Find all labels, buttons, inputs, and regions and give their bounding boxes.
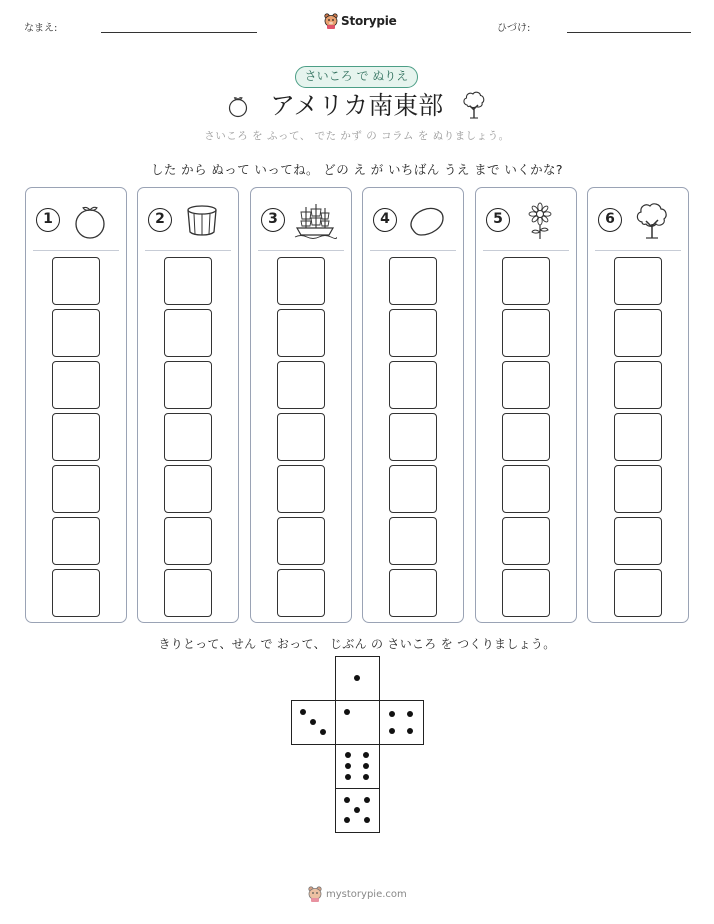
dice-face-1 (335, 656, 380, 701)
progress-cell[interactable] (614, 517, 662, 565)
column-1 (25, 187, 127, 623)
progress-cell[interactable] (614, 257, 662, 305)
progress-cell[interactable] (52, 361, 100, 409)
pip (354, 675, 360, 681)
drum-icon (180, 202, 224, 240)
pip (345, 774, 351, 780)
progress-cell[interactable] (502, 309, 550, 357)
progress-cell[interactable] (52, 465, 100, 513)
progress-cell[interactable] (164, 569, 212, 617)
column-number: 5 (486, 208, 510, 232)
column-header (138, 204, 238, 240)
column-5 (475, 187, 577, 623)
progress-cell[interactable] (164, 361, 212, 409)
progress-cell[interactable] (502, 569, 550, 617)
progress-cell[interactable] (614, 361, 662, 409)
progress-cell[interactable] (52, 309, 100, 357)
pip (364, 817, 370, 823)
dice-face-3 (291, 700, 336, 745)
sunflower-icon (518, 202, 562, 240)
progress-cell[interactable] (164, 257, 212, 305)
column-4 (362, 187, 464, 623)
progress-cell[interactable] (502, 465, 550, 513)
column-number: 1 (36, 208, 60, 232)
pip (389, 711, 395, 717)
page-title: アメリカ南東部 (270, 91, 444, 120)
pip (363, 763, 369, 769)
column-header (476, 204, 576, 240)
pip (345, 763, 351, 769)
progress-cell[interactable] (389, 361, 437, 409)
name-line[interactable] (101, 32, 257, 33)
footer-site[interactable]: mystorypie.com (326, 888, 407, 900)
progress-cell[interactable] (52, 413, 100, 461)
pip (389, 728, 395, 734)
tree-icon (630, 202, 674, 240)
pip (364, 797, 370, 803)
progress-cell[interactable] (164, 309, 212, 357)
bear-mascot-icon (308, 886, 322, 902)
pip (363, 752, 369, 758)
name-label: なまえ: (24, 23, 58, 34)
peach-icon (226, 94, 250, 118)
pip (407, 711, 413, 717)
progress-cell[interactable] (277, 465, 325, 513)
column-header (363, 204, 463, 240)
cut-instruction: きりとって、せん で おって、 じぶん の さいころ を つくりましょう。 (158, 637, 556, 651)
instruction-text: した から ぬって いってね。 どの え が いちばん うえ まで いくかな? (151, 162, 563, 177)
column-divider (258, 250, 344, 251)
dice-face-6 (335, 744, 380, 789)
subtitle: さいころ を ふって、 でた かず の コラム を ぬりましょう。 (204, 130, 510, 142)
progress-cell[interactable] (52, 569, 100, 617)
dice-face-4 (379, 700, 424, 745)
date-line[interactable] (567, 32, 691, 33)
progress-cell[interactable] (614, 569, 662, 617)
column-header (588, 204, 688, 240)
column-divider (145, 250, 231, 251)
potato-icon (405, 202, 449, 240)
progress-cell[interactable] (502, 413, 550, 461)
pip (310, 719, 316, 725)
progress-cell[interactable] (277, 413, 325, 461)
column-divider (595, 250, 681, 251)
column-divider (483, 250, 569, 251)
column-header (26, 204, 126, 240)
pip (344, 817, 350, 823)
progress-cell[interactable] (389, 517, 437, 565)
pip (344, 709, 350, 715)
column-divider (33, 250, 119, 251)
progress-cell[interactable] (164, 465, 212, 513)
peach-icon (68, 202, 112, 240)
progress-cell[interactable] (277, 257, 325, 305)
column-number: 6 (598, 208, 622, 232)
progress-cell[interactable] (164, 413, 212, 461)
progress-cell[interactable] (164, 517, 212, 565)
column-number: 3 (261, 208, 285, 232)
progress-cell[interactable] (389, 569, 437, 617)
footer (308, 886, 407, 902)
title-row (0, 86, 714, 126)
column-header (251, 204, 351, 240)
date-label: ひづけ: (497, 23, 531, 34)
activity-badge: さいころ で ぬりえ (295, 66, 418, 88)
progress-cell[interactable] (389, 309, 437, 357)
progress-cell[interactable] (614, 413, 662, 461)
brand-name: Storypie (341, 14, 397, 28)
progress-cell[interactable] (614, 309, 662, 357)
brand-logo (324, 13, 397, 29)
pip (300, 709, 306, 715)
progress-cell[interactable] (277, 569, 325, 617)
pip (363, 774, 369, 780)
column-number: 2 (148, 208, 172, 232)
progress-cell[interactable] (502, 517, 550, 565)
progress-cell[interactable] (52, 257, 100, 305)
progress-cell[interactable] (277, 309, 325, 357)
progress-cell[interactable] (389, 465, 437, 513)
progress-cell[interactable] (389, 413, 437, 461)
column-2 (137, 187, 239, 623)
progress-cell[interactable] (277, 517, 325, 565)
ship-icon (293, 202, 337, 240)
column-3 (250, 187, 352, 623)
bear-mascot-icon (324, 13, 338, 29)
column-divider (370, 250, 456, 251)
progress-cell[interactable] (502, 361, 550, 409)
progress-cell[interactable] (52, 517, 100, 565)
pip (320, 729, 326, 735)
pip (407, 728, 413, 734)
tree-icon (461, 90, 487, 120)
progress-cell[interactable] (277, 361, 325, 409)
pip (345, 752, 351, 758)
progress-cell[interactable] (502, 257, 550, 305)
pip (354, 807, 360, 813)
progress-cell[interactable] (614, 465, 662, 513)
pip (344, 797, 350, 803)
progress-cell[interactable] (389, 257, 437, 305)
column-number: 4 (373, 208, 397, 232)
dice-face-5 (335, 788, 380, 833)
dice-face-1 (335, 700, 380, 745)
column-6 (587, 187, 689, 623)
